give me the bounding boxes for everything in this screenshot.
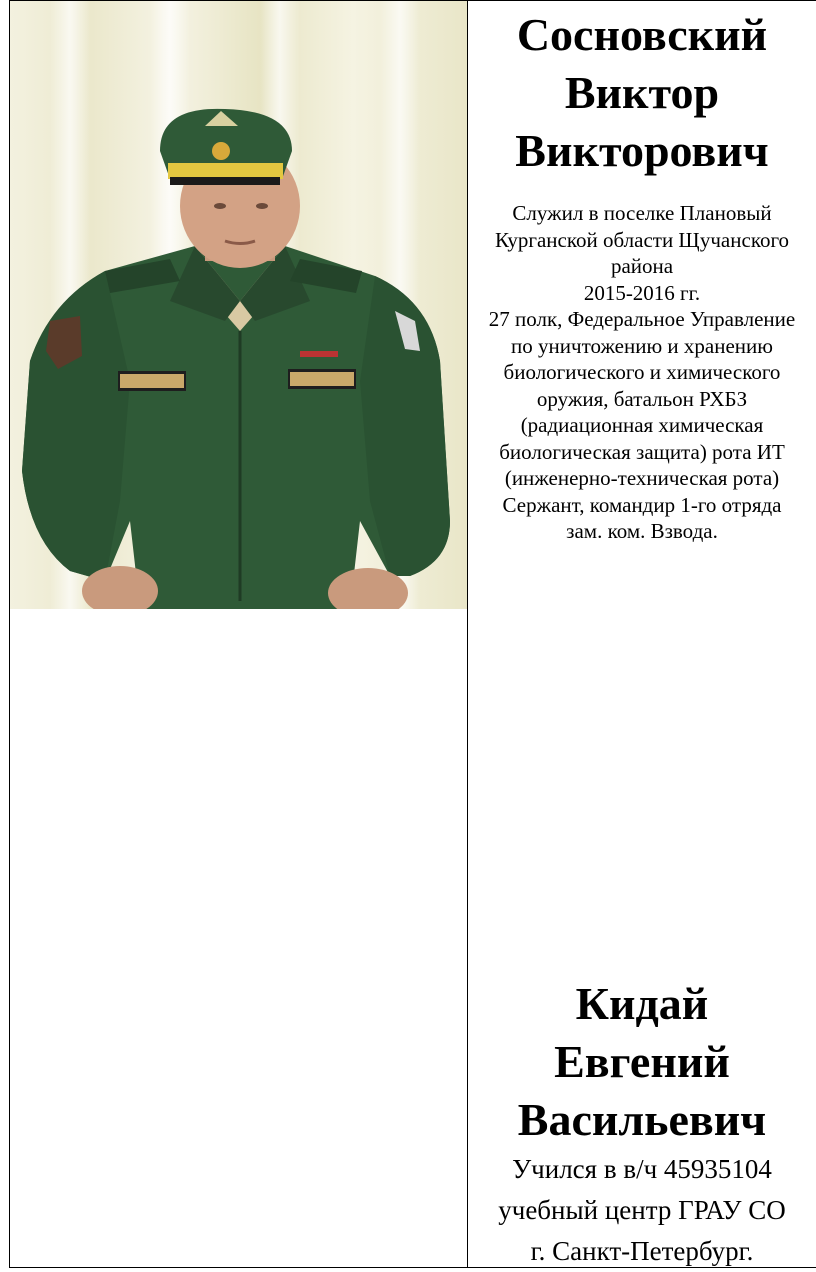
bio-line: Служил в поселке Плановый bbox=[512, 201, 772, 225]
bio-line: биологическая защита) рота ИТ bbox=[499, 439, 785, 464]
person1-first-name: Виктор bbox=[564, 67, 720, 118]
bio-line: г. Санкт-Петербург. bbox=[530, 1236, 754, 1266]
person2-bio bbox=[468, 1149, 816, 1272]
soldier-figure bbox=[10, 1, 467, 609]
bio-line: по уничтожению и хранению bbox=[511, 333, 773, 358]
person2-first-name: Евгений bbox=[554, 1036, 730, 1087]
person2-block bbox=[468, 975, 816, 1272]
person2-patronymic: Васильевич bbox=[517, 1094, 767, 1145]
bio-line: (радиационная химическая bbox=[520, 413, 764, 437]
bio-line: учебный центр ГРАУ СО bbox=[498, 1195, 786, 1225]
bio-line: Учился в в/ч 45935104 bbox=[512, 1154, 772, 1184]
person1-block bbox=[468, 6, 816, 180]
soldier-photo bbox=[10, 1, 467, 609]
bio-line: оружия, батальон РХБЗ bbox=[536, 386, 748, 411]
person1-name bbox=[468, 6, 816, 180]
bio-line: (инженерно-техническая рота) bbox=[504, 466, 780, 490]
person2-name bbox=[468, 975, 816, 1149]
bio-line: Курганской области Щучанского bbox=[494, 227, 790, 252]
bio-line: 27 полк, Федеральное Управление bbox=[488, 307, 796, 331]
person1-surname: Сосновский bbox=[516, 9, 768, 60]
person1-bio bbox=[468, 200, 816, 545]
person1-patronymic: Викторович bbox=[515, 125, 769, 176]
bio-line: Сержант, командир 1-го отряда bbox=[502, 492, 782, 517]
bio-line: биологического и химического bbox=[503, 360, 781, 384]
bio-line: 2015-2016 гг. bbox=[583, 280, 701, 305]
bio-line: района bbox=[610, 254, 674, 278]
bio-line: зам. ком. Взвода. bbox=[566, 519, 718, 543]
person2-surname: Кидай bbox=[575, 978, 709, 1029]
